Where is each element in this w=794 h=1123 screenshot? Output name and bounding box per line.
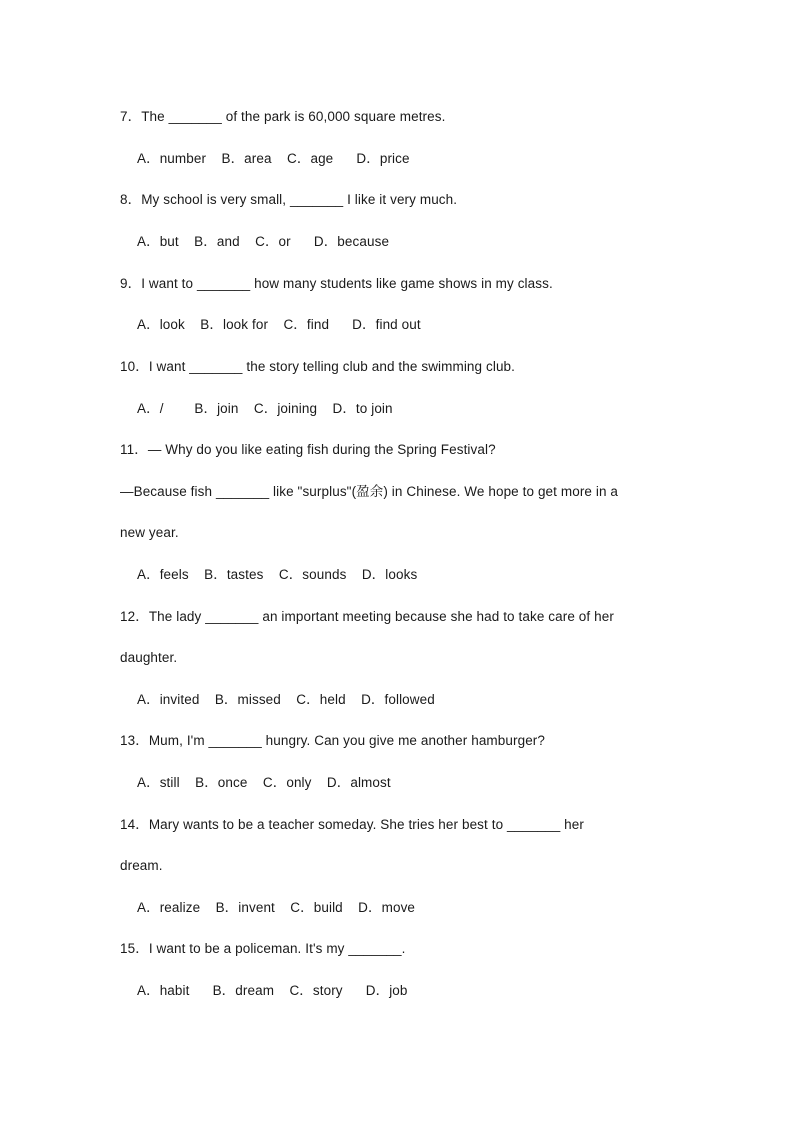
- question-14-options: A．realize B．invent C．build D．move: [137, 900, 416, 915]
- question-9-options: A．look B．look for C．find D．find out: [137, 317, 421, 332]
- question-7-stem: 7．The _______ of the park is 60,000 square metres.: [120, 109, 446, 124]
- question-8-options: A．but B．and C．or D．because: [137, 234, 390, 249]
- question-10-stem: 10．I want _______ the story telling club and the swimming club.: [120, 359, 516, 374]
- question-15-stem: 15．I want to be a policeman. It's my _______.: [120, 941, 406, 956]
- question-13-stem: 13．Mum, I'm _______ hungry. Can you give me another hamburger?: [120, 733, 546, 748]
- question-11-stem-line-1: 11．— Why do you like eating fish during the Spring Festival?: [120, 442, 496, 457]
- question-12-stem-line-1: 12．The lady _______ an important meeting because she had to take care of her: [120, 609, 614, 624]
- question-12-stem-line-2: daughter.: [120, 650, 178, 665]
- question-9-stem: 9．I want to _______ how many students like game shows in my class.: [120, 276, 553, 291]
- question-10-options: A．/ B．join C．joining D．to join: [137, 401, 393, 416]
- question-8-stem: 8．My school is very small, _______ I like it very much.: [120, 192, 458, 207]
- question-11-options: A．feels B．tastes C．sounds D．looks: [137, 567, 418, 582]
- question-14-stem-line-1: 14．Mary wants to be a teacher someday. She tries her best to _______ her: [120, 817, 584, 832]
- question-11-stem-line-3: new year.: [120, 525, 179, 540]
- question-11-stem-line-2: —Because fish _______ like "surplus"(盈余) in Chinese. We hope to get more in a: [120, 484, 619, 499]
- question-12-options: A．invited B．missed C．held D．followed: [137, 692, 435, 707]
- question-14-stem-line-2: dream.: [120, 858, 163, 873]
- question-15-options: A．habit B．dream C．story D．job: [137, 983, 408, 998]
- question-7-options: A．number B．area C．age D．price: [137, 151, 410, 166]
- question-13-options: A．still B．once C．only D．almost: [137, 775, 391, 790]
